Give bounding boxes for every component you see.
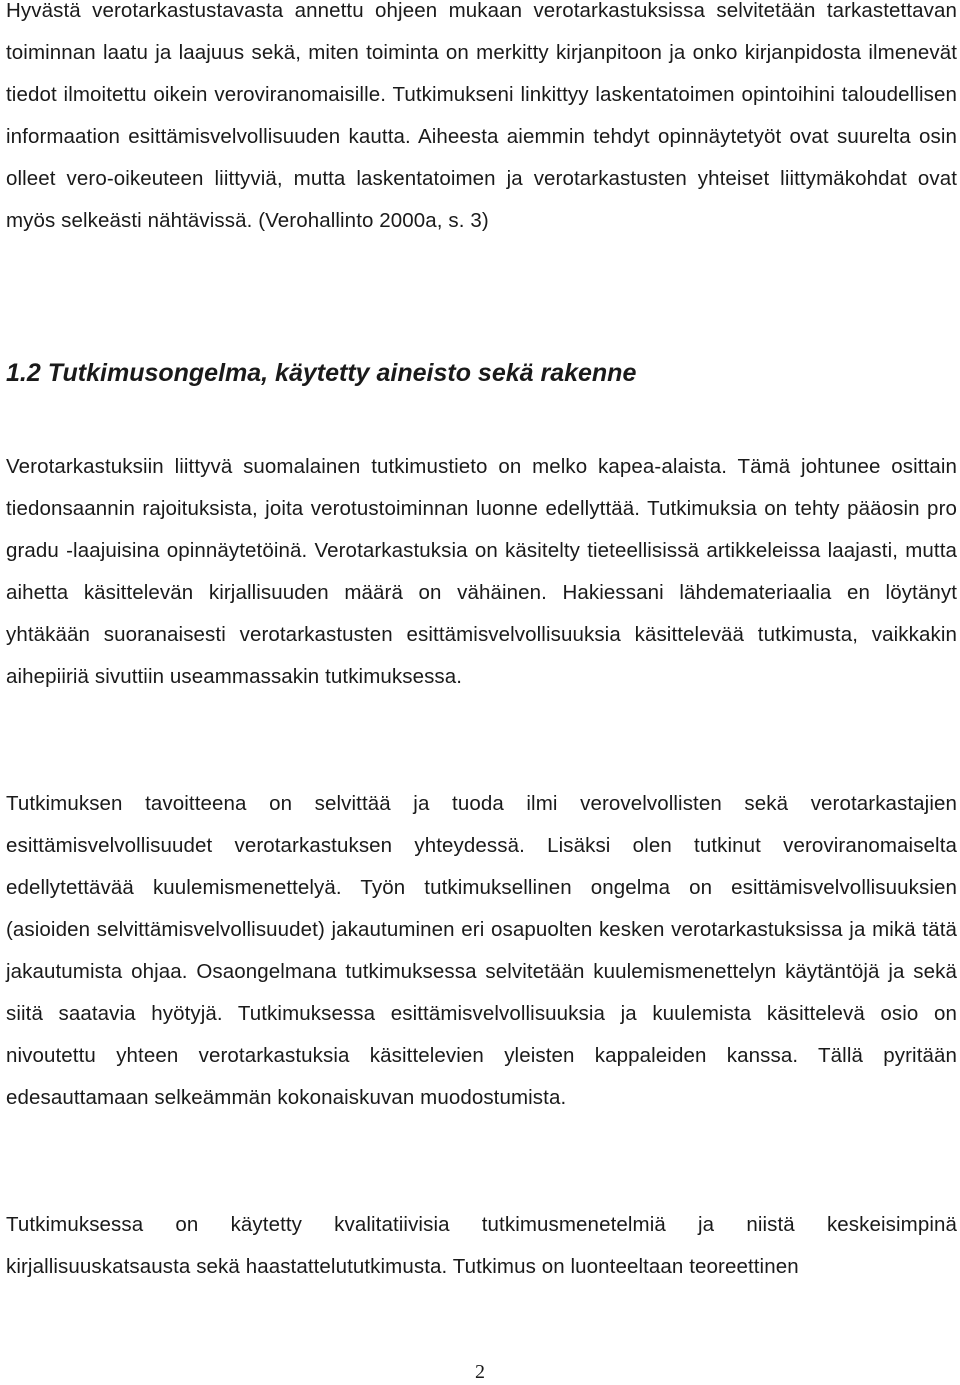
- paragraph-intro: Hyvästä verotarkastustavasta annettu ohjeen mukaan verotarkastuksissa selvitetään tarkastettavan toiminnan laatu ja laajuus sekä, miten toiminta on merkitty kirjanpitoon ja onko kirjanpidosta ilmenevät tiedot ilmoitettu oikein veroviranomaisille. Tutkimukseni linkittyy laskentatoimen opintoihini taloudellisen informaation esittämisvelvollisuuden kautta. Aiheesta aiemmin tehdyt opinnäytetyöt ovat suurelta osin olleet vero-oikeuteen liittyviä, mutta laskentatoimen ja verotarkastusten yhteiset liittymäkohdat ovat myös selkeästi nähtävissä. (Verohallinto 2000a, s. 3): [6, 0, 957, 232]
- paragraph-research-goal: Tutkimuksen tavoitteena on selvittää ja tuoda ilmi verovelvollisten sekä verotarkastajien esittämisvelvollisuudet verotarkastuksen yhteydessä. Lisäksi olen tutkinut veroviranomaiselta edellytettävää kuulemismenettelyä. Työn tutkimuksellinen ongelma on esittämisvelvollisuuksien (asioiden selvittämisvelvollisuudet) jakautuminen eri osapuolten kesken verotarkastuksissa ja mikä tätä jakautumista ohjaa. Osaongelmana tutkimuksessa selvitetään kuulemismenettelyn käytäntöjä ja sekä siitä saatavia hyötyjä. Tutkimuksessa esittämisvelvollisuuksia ja kuulemista käsittelevä osio on nivoutettu yhteen verotarkastuksia käsittelevien yleisten kappaleiden kanssa. Tällä pyritään edesauttamaan selkeämmän kokonaiskuvan muodostumista.: [6, 792, 957, 1109]
- paragraph-research-literature: Verotarkastuksiin liittyvä suomalainen tutkimustieto on melko kapea-alaista. Tämä johtunee osittain tiedonsaannin rajoituksista, joita verotustoiminnan luonne edellyttää. Tutkimuksia on tehty pääosin pro gradu -laajuisina opinnäytetöinä. Verotarkastuksia on käsitelty tieteellisissä artikkeleissa laajasti, mutta aihetta käsittelevän kirjallisuuden määrä on vähäinen. Hakiessani lähdemateriaalia en löytänyt yhtäkään suoranaisesti verotarkastusten esittämisvelvollisuuksia käsittelevää tutkimusta, vaikkakin aihepiiriä sivuttiin useammassakin tutkimuksessa.: [6, 455, 957, 688]
- paragraph-method: Tutkimuksessa on käytetty kvalitatiivisia tutkimusmenetelmiä ja niistä keskeisimpinä kirjallisuuskatsausta sekä haastattelututkimusta. Tutkimus on luonteeltaan teoreettinen: [6, 1213, 957, 1278]
- section-heading: 1.2 Tutkimusongelma, käytetty aineisto sekä rakenne: [6, 359, 637, 387]
- page-number: 2: [475, 1361, 485, 1383]
